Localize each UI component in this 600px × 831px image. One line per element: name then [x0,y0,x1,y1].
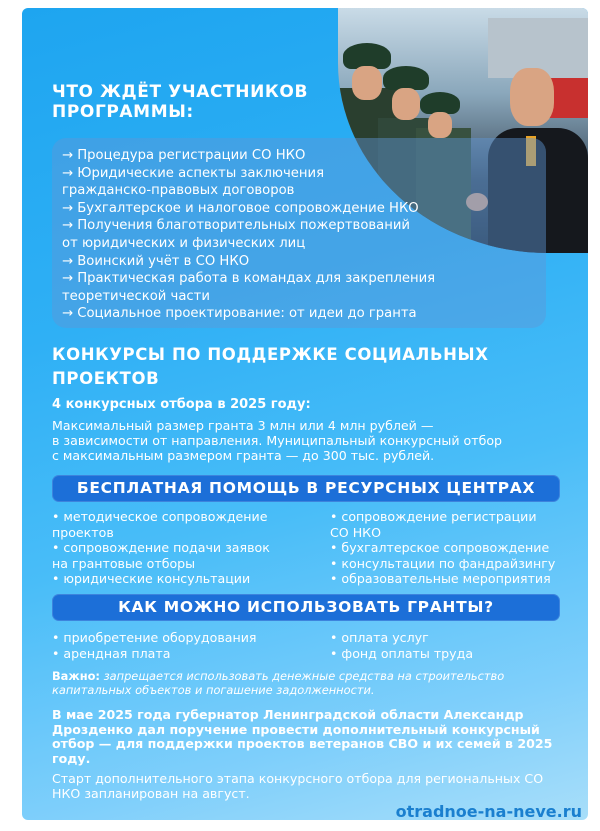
list-item: • методическое сопровождение [52,509,268,524]
list-item: теоретической части [62,288,210,304]
contests-subtitle: 4 конкурсных отбора в 2025 году: [52,397,311,412]
flyer-page [22,8,588,820]
list-item: на грантовые отборы [52,555,196,571]
grants-use-right-list [330,630,473,661]
list-item: • оплата услуг [330,630,429,645]
program-list [62,147,532,323]
list-item: • бухгалтерское сопровождение [330,540,550,555]
list-item: → Получения благотворительных пожертвований [62,218,411,234]
program-title-line: ПРОГРАММЫ: [52,102,194,122]
text-line: с максимальным размером гранта — до 300 тыс. рублей. [52,448,435,463]
list-item: • юридические консультации [52,571,251,586]
list-item: → Воинский учёт в СО НКО [62,253,250,269]
important-text: запрещается использовать денежные средства на строительство [103,669,505,683]
free-help-banner [52,475,560,502]
text-line: Дрозденко дал поручение провести дополнительный конкурсный [52,721,540,737]
list-item: • сопровождение подачи заявок [52,540,270,555]
list-item: • консультации по фандрайзингу [330,555,556,571]
program-title [52,82,352,122]
contests-title-line: КОНКУРСЫ ПО ПОДДЕРЖКЕ СОЦИАЛЬНЫХ [52,345,489,364]
list-item: СО НКО [330,524,382,540]
list-item: → Бухгалтерское и налоговое сопровождение НКО [62,200,419,216]
list-item: гражданско-правовых договоров [62,183,295,199]
text-line: отбор — для поддержки проектов ветеранов СВО и их семей в 2025 [52,736,553,751]
site-watermark: otradnoe-na-neve.ru [395,802,582,821]
list-item: → Практическая работа в командах для закрепления [62,271,436,287]
list-item: проектов [52,524,114,540]
list-item: • сопровождение регистрации [330,509,537,524]
free-help-right-list [330,509,555,587]
text-line: В мае 2025 года губернатор Ленинградской области Александр [52,707,524,722]
contests-text [52,418,552,463]
contests-title [52,343,572,391]
list-item: → Юридические аспекты заключения [62,165,325,181]
list-item: • приобретение оборудования [52,630,257,645]
list-item: → Процедура регистрации СО НКО [62,148,306,163]
text-line: Старт дополнительного этапа конкурсного отбора для региональных СО [52,771,544,786]
contests-title-line: ПРОЕКТОВ [52,369,160,388]
program-title-line: ЧТО ЖДЁТ УЧАСТНИКОВ [52,82,309,102]
important-text: капитальных объектов и погашение задолженности. [52,682,375,697]
free-help-left-list [52,509,270,587]
list-item: • арендная плата [52,645,171,661]
text-line: НКО запланирован на август. [52,785,250,801]
free-help-title: БЕСПЛАТНАЯ ПОМОЩЬ В РЕСУРСНЫХ ЦЕНТРАХ [76,479,536,497]
list-item: от юридических и физических лиц [62,235,306,251]
list-item: → Социальное проектирование: от идеи до гранта [62,306,417,322]
text-line: Максимальный размер гранта 3 млн или 4 млн рублей — [52,418,434,433]
grants-use-title: КАК МОЖНО ИСПОЛЬЗОВАТЬ ГРАНТЫ? [118,598,494,616]
announcement-text [52,708,560,766]
grants-use-banner [52,594,560,621]
start-text [52,772,572,801]
text-line: в зависимости от направления. Муниципальный конкурсный отбор [52,433,503,448]
list-item: • фонд оплаты труда [330,645,474,661]
grants-use-left-list [52,630,256,661]
important-note [52,670,552,697]
list-item: • образовательные мероприятия [330,571,551,586]
text-line: году. [52,750,91,766]
important-label: Важно: [52,669,100,683]
